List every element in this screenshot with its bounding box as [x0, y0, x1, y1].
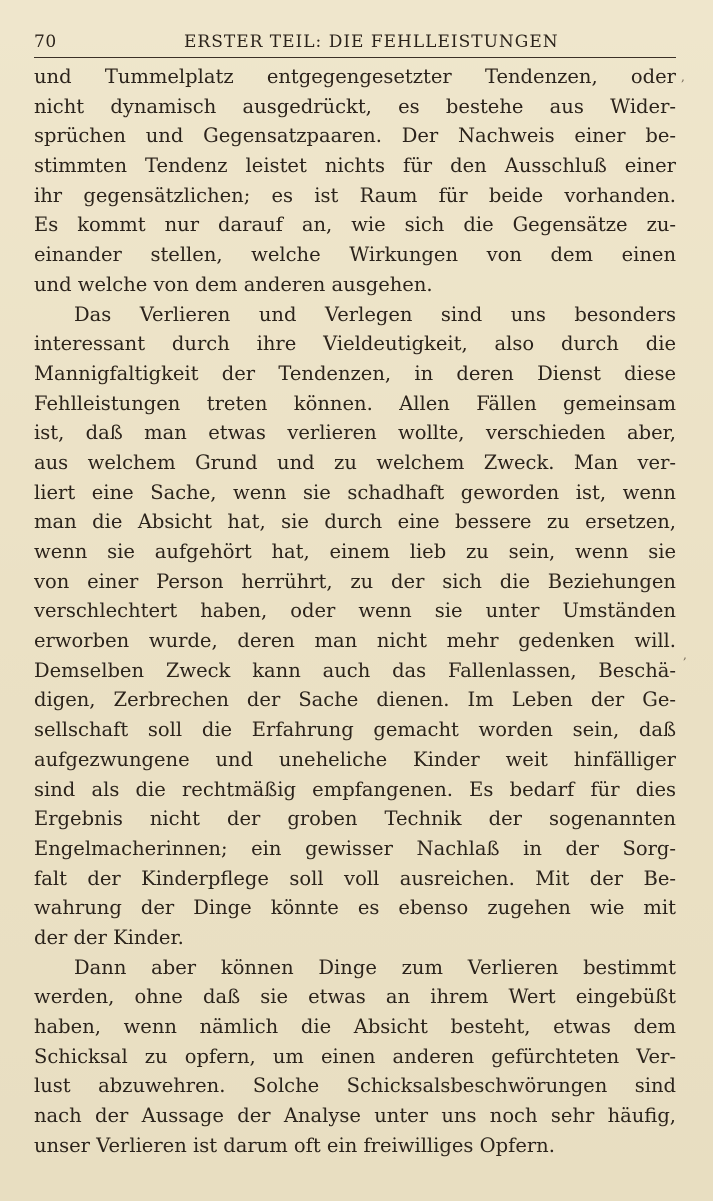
margin-mark: ,	[683, 648, 687, 662]
text-line: falt der Kinderpflege soll voll ausreichen. Mit der Be-	[34, 866, 676, 890]
text-line: wenn sie aufgehört hat, einem lieb zu sein, wenn sie	[34, 540, 676, 563]
text-line: nach der Aussage der Analyse unter uns noch sehr häufig,	[34, 1104, 676, 1128]
text-line: Engelmacherinnen; ein gewisser Nachlaß in der Sorg-	[34, 836, 676, 860]
page-number: 70	[34, 32, 57, 52]
margin-mark: ,	[681, 70, 685, 84]
text-line: man die Absicht hat, sie durch eine bessere zu ersetzen,	[34, 510, 676, 534]
text-line: liert eine Sache, wenn sie schadhaft geworden ist, wenn	[34, 480, 676, 504]
text-line: interessant durch ihre Vieldeutigkeit, also durch die	[34, 332, 676, 356]
text-line: einander stellen, welche Wirkungen von dem einen	[34, 243, 676, 267]
text-line: ist, daß man etwas verlieren wollte, verschieden aber,	[34, 421, 676, 445]
running-title: ERSTER TEIL: DIE FEHLLEISTUNGEN	[184, 32, 559, 52]
header-rule	[34, 57, 676, 58]
text-line: Es kommt nur darauf an, wie sich die Gegensätze zu-	[34, 213, 676, 237]
text-line: aufgezwungene und uneheliche Kinder weit hinfälliger	[34, 747, 676, 771]
running-head	[34, 30, 676, 56]
text-line: Demselben Zweck kann auch das Fallenlassen, Beschä-	[34, 658, 676, 682]
text-line: wahrung der Dinge könnte es ebenso zugehen wie mit	[34, 896, 676, 920]
text-line: nicht dynamisch ausgedrückt, es bestehe aus Wider-	[34, 94, 676, 118]
text-line: verschlechtert haben, oder wenn sie unter Umständen	[34, 599, 676, 623]
text-line: aus welchem Grund und zu welchem Zweck. Man ver-	[34, 450, 676, 474]
text-line: Mannigfaltigkeit der Tendenzen, in deren Dienst diese	[34, 361, 676, 385]
text-line: stimmten Tendenz leistet nichts für den Ausschluß einer	[34, 154, 676, 178]
text-line: werden, ohne daß sie etwas an ihrem Wert eingebüßt	[34, 985, 676, 1009]
text-line: erworben wurde, deren man nicht mehr gedenken will.	[34, 629, 676, 653]
body-text	[34, 62, 676, 1160]
text-line: sellschaft soll die Erfahrung gemacht worden sein, daß	[34, 718, 676, 742]
text-line: ihr gegensätzlichen; es ist Raum für beide vorhanden.	[34, 183, 676, 207]
text-line: sprüchen und Gegensatzpaaren. Der Nachweis einer be-	[34, 124, 676, 148]
text-line: Fehlleistungen treten können. Allen Fällen gemeinsam	[34, 391, 676, 415]
text-line: und welche von dem anderen ausgehen.	[34, 272, 433, 296]
text-line: Schicksal zu opfern, um einen anderen gefürchteten Ver-	[34, 1044, 676, 1068]
paragraph-start-line: Das Verlieren und Verlegen sind uns besonders	[74, 302, 676, 326]
text-line: sind als die rechtmäßig empfangenen. Es bedarf für dies	[34, 777, 676, 801]
text-line: Ergebnis nicht der groben Technik der sogenannten	[34, 807, 676, 831]
text-line: unser Verlieren ist darum oft ein freiwilliges Opfern.	[34, 1133, 555, 1157]
text-line: und Tummelplatz entgegengesetzter Tendenzen, oder	[34, 65, 676, 88]
text-line: lust abzuwehren. Solche Schicksalsbeschwörungen sind	[34, 1074, 676, 1098]
text-line: der der Kinder.	[34, 925, 184, 949]
paragraph-start-line: Dann aber können Dinge zum Verlieren bestimmt	[74, 955, 676, 979]
text-line: von einer Person herrührt, zu der sich die Beziehungen	[34, 569, 676, 593]
text-line: haben, wenn nämlich die Absicht besteht, etwas dem	[34, 1015, 676, 1038]
text-line: digen, Zerbrechen der Sache dienen. Im Leben der Ge-	[34, 688, 676, 712]
